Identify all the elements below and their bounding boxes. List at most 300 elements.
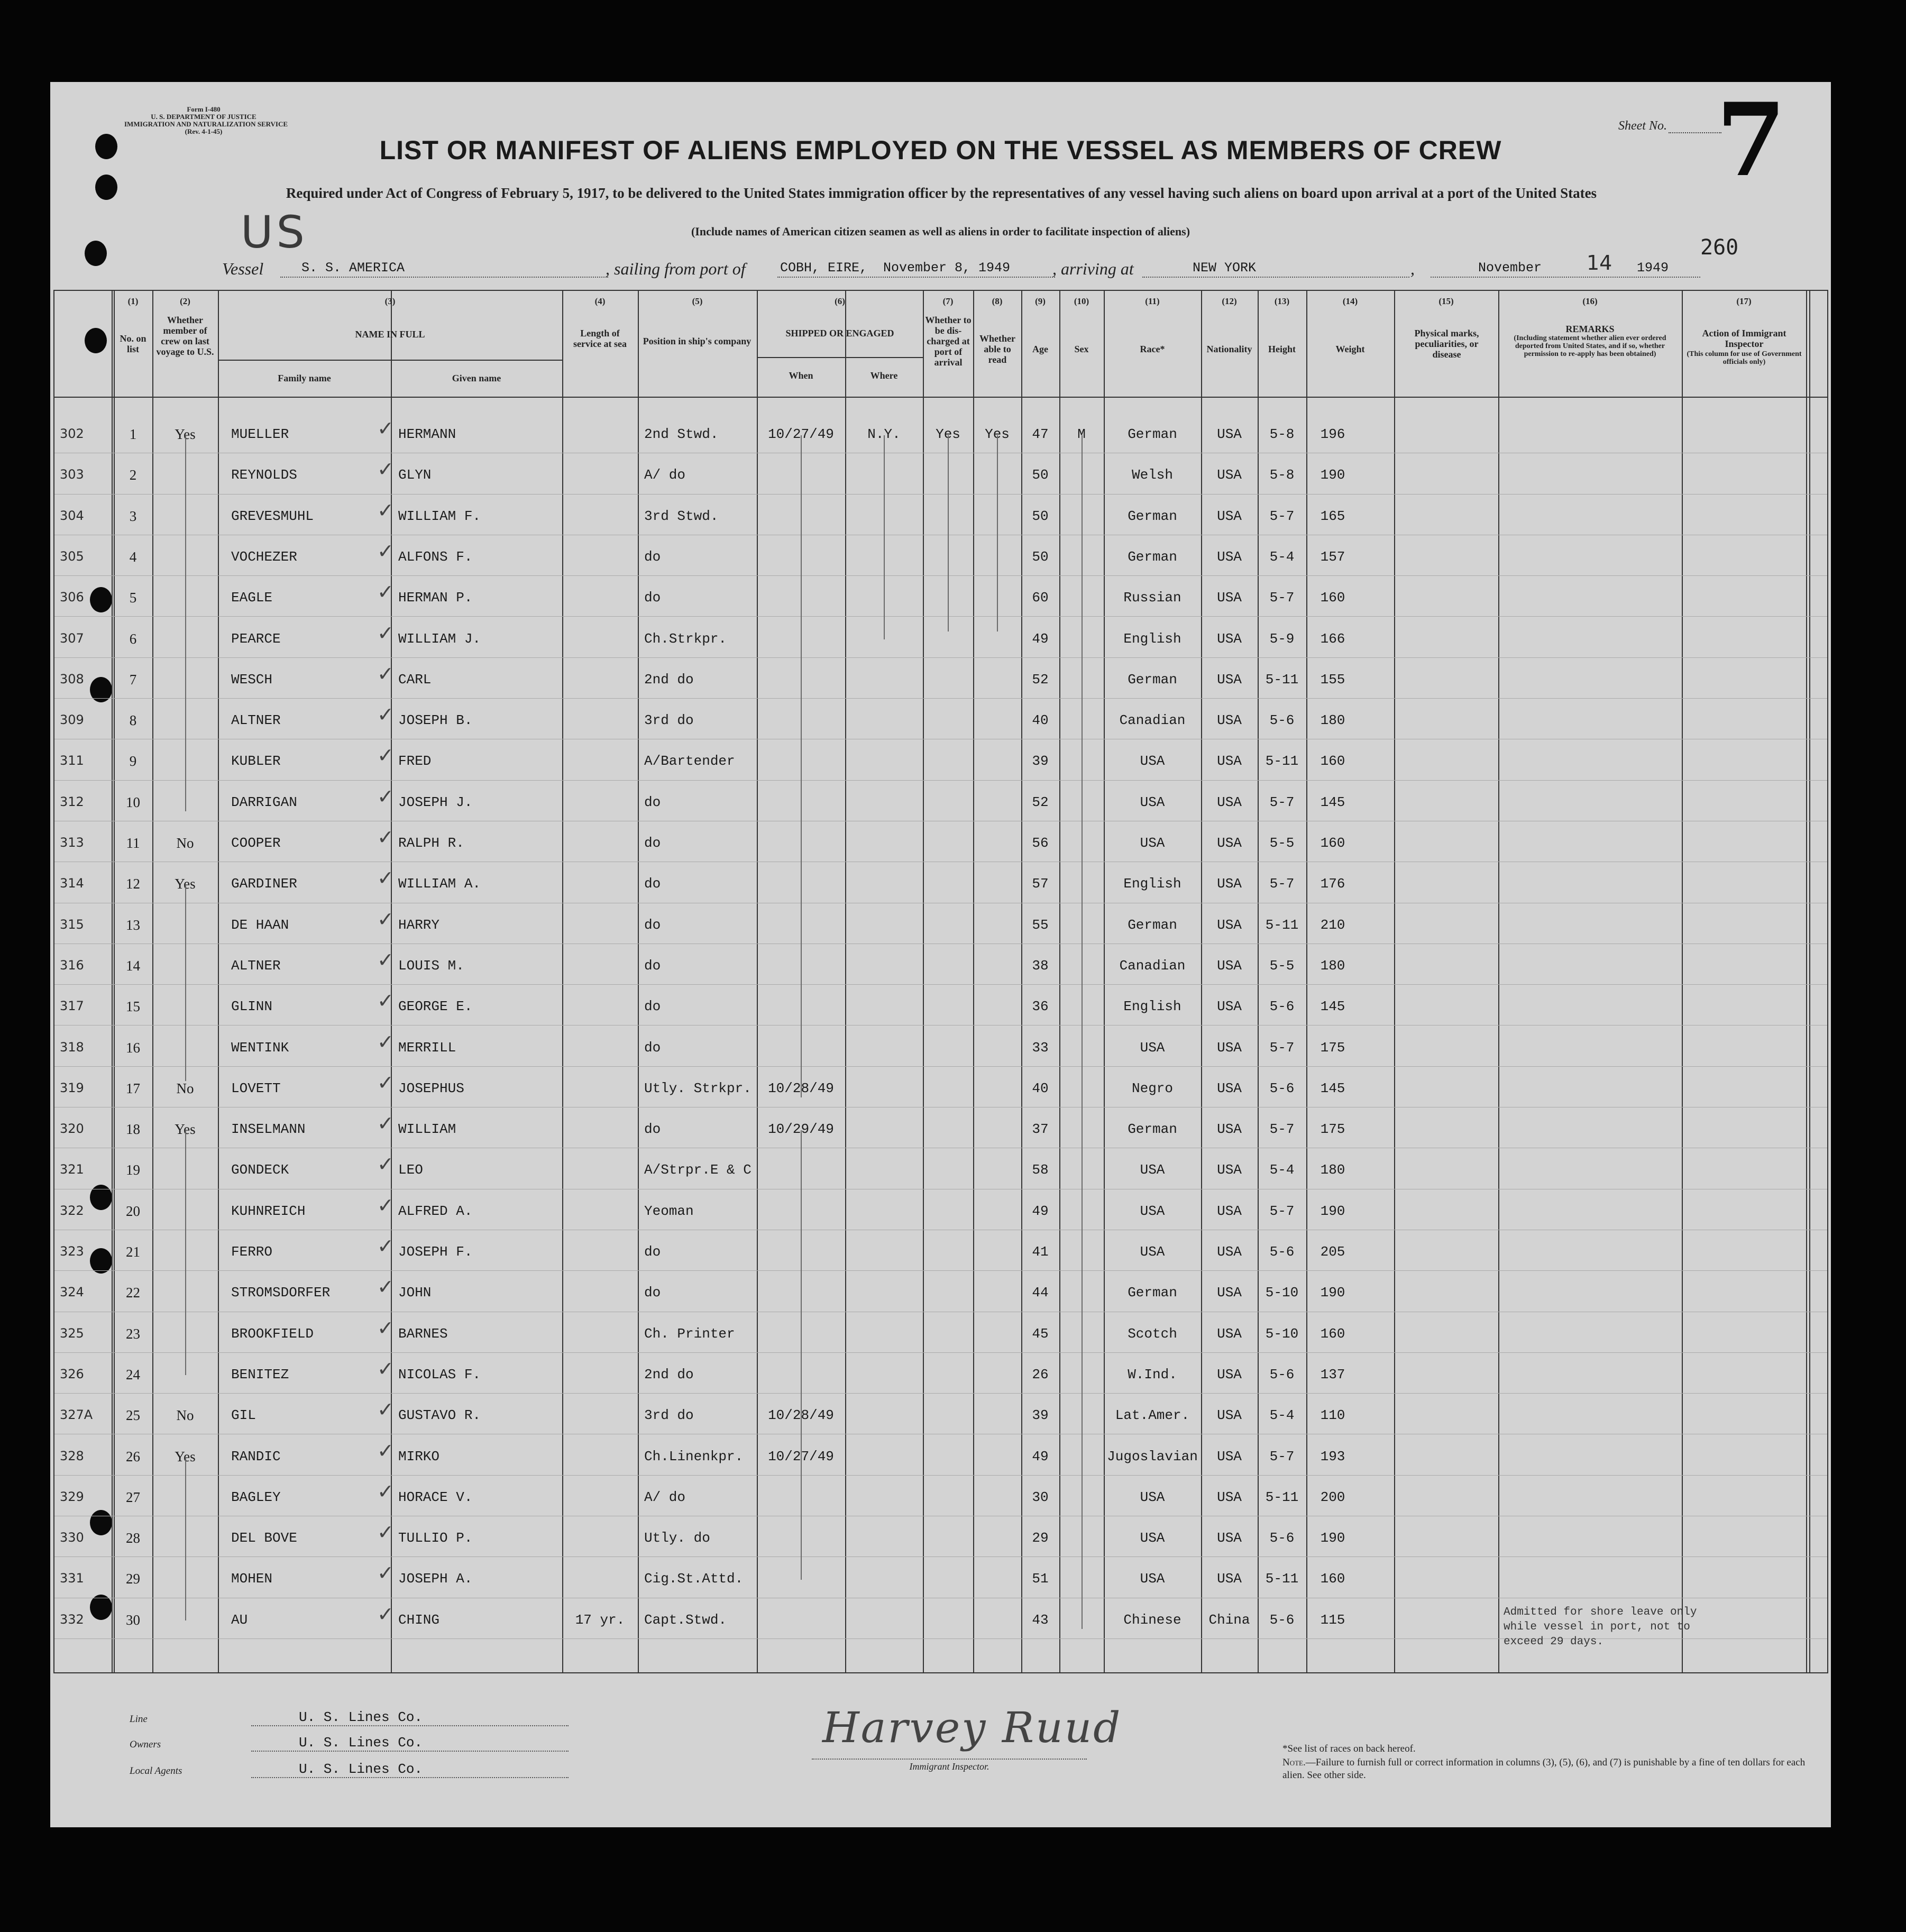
cell-race: English bbox=[1123, 999, 1181, 1015]
cell-family: DARRIGAN bbox=[231, 794, 297, 810]
cell-race: USA bbox=[1140, 1244, 1165, 1260]
cell-no: 26 bbox=[126, 1448, 140, 1464]
cell-weight: 145 bbox=[1320, 794, 1345, 810]
line-label: Line bbox=[130, 1714, 148, 1725]
cell-given: WILLIAM J. bbox=[398, 630, 481, 647]
margin-number: 312 bbox=[60, 794, 84, 809]
cell-age: 39 bbox=[1032, 1407, 1049, 1424]
cell-given: HERMANN bbox=[398, 426, 456, 442]
checkmark-icon: ✓ bbox=[377, 1602, 394, 1626]
cell-height: 5-6 bbox=[1269, 1244, 1295, 1260]
col-number-13: (13) bbox=[1274, 296, 1290, 306]
checkmark-icon: ✓ bbox=[377, 907, 394, 931]
cell-family: WENTINK bbox=[231, 1039, 289, 1056]
cell-last: Yes bbox=[175, 426, 196, 442]
cell-given: TULLIO P. bbox=[398, 1530, 473, 1546]
table-row bbox=[54, 1271, 1827, 1312]
checkmark-icon: ✓ bbox=[377, 744, 394, 767]
col-shipped-where: Where bbox=[870, 370, 898, 381]
margin-number: 323 bbox=[60, 1244, 84, 1259]
cell-nationality: USA bbox=[1217, 794, 1242, 810]
cell-weight: 160 bbox=[1320, 1325, 1345, 1342]
margin-number: 322 bbox=[60, 1203, 84, 1218]
cell-age: 55 bbox=[1032, 917, 1049, 933]
cell-family: REYNOLDS bbox=[231, 467, 297, 483]
cell-no: 10 bbox=[126, 794, 140, 810]
ditto-mark bbox=[1082, 435, 1083, 1629]
vessel-name: S. S. AMERICA bbox=[301, 260, 405, 276]
arriving-port: NEW YORK bbox=[1193, 260, 1257, 276]
races-note: *See list of races on back hereof. bbox=[1282, 1743, 1416, 1754]
cell-no: 1 bbox=[129, 426, 137, 442]
cell-given: RALPH R. bbox=[398, 835, 464, 851]
cell-nationality: USA bbox=[1217, 467, 1242, 483]
cell-family: MOHEN bbox=[231, 1571, 273, 1587]
cell-position: 3rd do bbox=[644, 712, 694, 729]
cell-no: 19 bbox=[126, 1162, 140, 1178]
cell-no: 13 bbox=[126, 917, 140, 933]
col-number-7: (7) bbox=[942, 296, 954, 306]
cell-nationality: USA bbox=[1217, 1571, 1242, 1587]
cell-race: Jugoslavian bbox=[1107, 1448, 1198, 1464]
cell-given: FRED bbox=[398, 753, 432, 770]
cell-position: do bbox=[644, 835, 661, 851]
margin-number: 316 bbox=[60, 957, 84, 973]
cell-age: 50 bbox=[1032, 548, 1049, 565]
cell-nationality: USA bbox=[1217, 1366, 1242, 1382]
sailing-line bbox=[777, 277, 1055, 278]
cell-race: Canadian bbox=[1119, 957, 1186, 974]
cell-weight: 200 bbox=[1320, 1489, 1345, 1505]
ditto-mark bbox=[185, 1457, 186, 1620]
col-number-17: (17) bbox=[1736, 296, 1752, 306]
ditto-mark bbox=[801, 1130, 802, 1457]
cell-height: 5-9 bbox=[1269, 630, 1295, 647]
checkmark-icon: ✓ bbox=[377, 1152, 394, 1176]
col-service-length: Length of service at sea bbox=[573, 328, 627, 349]
sheet-number-label: Sheet No. bbox=[1618, 119, 1667, 133]
sailing-date: November 8, 1949 bbox=[883, 260, 1011, 276]
cell-last: Yes bbox=[175, 876, 196, 892]
service-name: IMMIGRATION AND NATURALIZATION SERVICE bbox=[124, 120, 288, 128]
checkmark-icon: ✓ bbox=[377, 580, 394, 604]
cell-family: GONDECK bbox=[231, 1162, 289, 1178]
table-row bbox=[54, 495, 1827, 535]
cell-height: 5-7 bbox=[1269, 1448, 1295, 1464]
cell-given: GUSTAVO R. bbox=[398, 1407, 481, 1424]
cell-age: 51 bbox=[1032, 1571, 1049, 1587]
cell-weight: 110 bbox=[1320, 1407, 1345, 1424]
cell-age: 52 bbox=[1032, 794, 1049, 810]
cell-family: BAGLEY bbox=[231, 1489, 281, 1505]
cell-height: 5-11 bbox=[1265, 917, 1299, 933]
inclusion-note: (Include names of American citizen seamen as well as aliens in order to facilitate inspection of aliens) bbox=[691, 225, 1190, 238]
cell-given: WILLIAM A. bbox=[398, 876, 481, 892]
cell-position: 2nd do bbox=[644, 671, 694, 688]
checkmark-icon: ✓ bbox=[377, 662, 394, 685]
cell-nationality: USA bbox=[1217, 1039, 1242, 1056]
margin-number: 306 bbox=[60, 590, 84, 605]
cell-when: 10/28/49 bbox=[768, 1080, 834, 1096]
cell-weight: 175 bbox=[1320, 1039, 1345, 1056]
cell-position: A/ do bbox=[644, 1489, 686, 1505]
col-shipped-engaged: SHIPPED OR ENGAGED bbox=[785, 328, 894, 338]
cell-race: Russian bbox=[1123, 590, 1181, 606]
cell-weight: 210 bbox=[1320, 917, 1345, 933]
col-shipped-when: When bbox=[789, 370, 813, 381]
cell-family: FERRO bbox=[231, 1244, 273, 1260]
cell-age: 49 bbox=[1032, 1203, 1049, 1219]
cell-nationality: USA bbox=[1217, 1325, 1242, 1342]
cell-nationality: USA bbox=[1217, 1407, 1242, 1424]
col-discharged: Whether to be dis-charged at port of arrival bbox=[925, 315, 972, 368]
cell-no: 9 bbox=[129, 753, 137, 770]
cell-family: WESCH bbox=[231, 671, 273, 688]
cell-given: MIRKO bbox=[398, 1448, 440, 1464]
cell-family: GREVESMUHL bbox=[231, 508, 314, 524]
cell-no: 29 bbox=[126, 1571, 140, 1587]
cell-no: 28 bbox=[126, 1530, 140, 1546]
cell-nationality: USA bbox=[1217, 1080, 1242, 1096]
arrival-year: 1949 bbox=[1637, 260, 1669, 276]
ditto-mark bbox=[185, 885, 186, 1081]
cell-race: Negro bbox=[1131, 1080, 1173, 1096]
cell-age: 36 bbox=[1032, 999, 1049, 1015]
cell-family: GIL bbox=[231, 1407, 256, 1424]
cell-race: Canadian bbox=[1119, 712, 1186, 729]
col-remarks-note: (Including statement whether alien ever ordered deported from United States, and if so, whether permission to re-apply has been obtained) bbox=[1514, 334, 1666, 358]
col-number-6: (6) bbox=[835, 296, 845, 306]
table-row bbox=[54, 1067, 1827, 1107]
cell-height: 5-11 bbox=[1265, 1571, 1299, 1587]
margin-number: 330 bbox=[60, 1530, 84, 1545]
cell-given: CHING bbox=[398, 1611, 440, 1628]
cell-no: 5 bbox=[129, 590, 137, 606]
cell-age: 50 bbox=[1032, 508, 1049, 524]
cell-height: 5-10 bbox=[1265, 1325, 1299, 1342]
cell-no: 12 bbox=[126, 876, 140, 892]
arrival-day: 14 bbox=[1587, 251, 1612, 274]
cell-nationality: USA bbox=[1217, 1530, 1242, 1546]
cell-family: BENITEZ bbox=[231, 1366, 289, 1382]
department-name: U. S. DEPARTMENT OF JUSTICE bbox=[151, 113, 256, 121]
checkmark-icon: ✓ bbox=[377, 1316, 394, 1340]
cell-race: English bbox=[1123, 876, 1181, 892]
checkmark-icon: ✓ bbox=[377, 1030, 394, 1054]
cell-nationality: USA bbox=[1217, 508, 1242, 524]
cell-race: German bbox=[1128, 508, 1177, 524]
cell-position: do bbox=[644, 1285, 661, 1301]
form-number: Form I-480 bbox=[187, 105, 221, 113]
cell-height: 5-10 bbox=[1265, 1285, 1299, 1301]
col-inspector-action: Action of Immigrant Inspector bbox=[1702, 328, 1786, 349]
cell-no: 4 bbox=[129, 548, 137, 565]
cell-weight: 145 bbox=[1320, 999, 1345, 1015]
margin-number: 304 bbox=[60, 508, 84, 523]
col-number-11: (11) bbox=[1145, 296, 1160, 306]
cell-position: do bbox=[644, 999, 661, 1015]
table-row bbox=[54, 1026, 1827, 1067]
col-number-16: (16) bbox=[1582, 296, 1598, 306]
punch-hole bbox=[95, 175, 117, 200]
cell-given: ALFRED A. bbox=[398, 1203, 473, 1219]
table-row bbox=[54, 1230, 1827, 1271]
table-row bbox=[54, 1435, 1827, 1476]
cell-given: JOSEPH A. bbox=[398, 1571, 473, 1587]
col-number-12: (12) bbox=[1222, 296, 1237, 306]
cell-age: 41 bbox=[1032, 1244, 1049, 1260]
cell-height: 5-7 bbox=[1269, 794, 1295, 810]
checkmark-icon: ✓ bbox=[377, 539, 394, 563]
margin-number: 305 bbox=[60, 548, 84, 564]
col-remarks: REMARKS bbox=[1565, 324, 1615, 334]
cell-age: 57 bbox=[1032, 876, 1049, 892]
remark-shore-leave: Admitted for shore leave only while vessel in port, not to exceed 29 days. bbox=[1504, 1606, 1697, 1648]
cell-given: JOSEPH B. bbox=[398, 712, 473, 729]
cell-last: Yes bbox=[175, 1121, 196, 1138]
cell-family: AU bbox=[231, 1611, 248, 1628]
col-number-14: (14) bbox=[1342, 296, 1358, 306]
cell-position: do bbox=[644, 1244, 661, 1260]
sheet-number: 7 bbox=[1716, 81, 1786, 199]
cell-nationality: USA bbox=[1217, 671, 1242, 688]
cell-no: 22 bbox=[126, 1285, 140, 1301]
margin-number: 309 bbox=[60, 712, 84, 728]
arrival-date-line bbox=[1431, 277, 1700, 278]
cell-age: 30 bbox=[1032, 1489, 1049, 1505]
cell-race: USA bbox=[1140, 1039, 1165, 1056]
col-number-4: (4) bbox=[594, 296, 606, 306]
cell-nationality: USA bbox=[1217, 1448, 1242, 1464]
cell-family: ALTNER bbox=[231, 957, 281, 974]
cell-weight: 196 bbox=[1320, 426, 1345, 442]
cell-position: do bbox=[644, 876, 661, 892]
checkmark-icon: ✓ bbox=[377, 866, 394, 890]
sailing-label: , sailing from port of bbox=[606, 259, 746, 278]
cell-age: 44 bbox=[1032, 1285, 1049, 1301]
col-number-1: (1) bbox=[127, 296, 139, 306]
table-row bbox=[54, 944, 1827, 985]
checkmark-icon: ✓ bbox=[377, 1561, 394, 1585]
cell-position: do bbox=[644, 794, 661, 810]
cell-height: 5-8 bbox=[1269, 467, 1295, 483]
note-text: —Failure to furnish full or correct information in columns (3), (5), (6), and (7) is punishable by a fine of ten dollars for each alien. See other side. bbox=[1282, 1757, 1806, 1781]
cell-given: GEORGE E. bbox=[398, 999, 473, 1015]
cell-race: USA bbox=[1140, 794, 1165, 810]
cell-given: HERMAN P. bbox=[398, 590, 473, 606]
cell-nationality: USA bbox=[1217, 1121, 1242, 1138]
cell-weight: 160 bbox=[1320, 835, 1345, 851]
table-row bbox=[54, 1107, 1827, 1148]
margin-number: 302 bbox=[60, 426, 84, 441]
checkmark-icon: ✓ bbox=[377, 1193, 394, 1217]
cell-given: MERRILL bbox=[398, 1039, 456, 1056]
cell-age: 40 bbox=[1032, 1080, 1049, 1096]
form-identifier bbox=[124, 105, 288, 135]
cell-race: Chinese bbox=[1123, 1611, 1181, 1628]
cell-given: LEO bbox=[398, 1162, 423, 1178]
cell-race: German bbox=[1128, 1121, 1177, 1138]
cell-race: USA bbox=[1140, 1530, 1165, 1546]
cell-last: No bbox=[176, 1407, 194, 1424]
cell-weight: 190 bbox=[1320, 467, 1345, 483]
cell-nationality: USA bbox=[1217, 712, 1242, 729]
arrival-month: November bbox=[1478, 260, 1542, 276]
cell-family: VOCHEZER bbox=[231, 548, 297, 565]
col-number-9: (9) bbox=[1035, 296, 1046, 306]
cell-age: 37 bbox=[1032, 1121, 1049, 1138]
cell-race: Welsh bbox=[1131, 467, 1173, 483]
cell-race: USA bbox=[1140, 835, 1165, 851]
cell-weight: 166 bbox=[1320, 630, 1345, 647]
vessel-label: Vessel bbox=[222, 259, 264, 278]
table-row bbox=[54, 1394, 1827, 1434]
cell-nationality: China bbox=[1208, 1611, 1250, 1628]
cell-no: 16 bbox=[126, 1039, 140, 1056]
checkmark-icon: ✓ bbox=[377, 1357, 394, 1380]
cell-position: 2nd do bbox=[644, 1366, 694, 1382]
cell-position: do bbox=[644, 1121, 661, 1138]
cell-last: No bbox=[176, 1080, 194, 1096]
cell-given: JOHN bbox=[398, 1285, 432, 1301]
cell-family: ALTNER bbox=[231, 712, 281, 729]
cell-no: 11 bbox=[126, 835, 140, 851]
col-race: Race* bbox=[1140, 344, 1165, 354]
margin-number: 320 bbox=[60, 1121, 84, 1137]
ditto-mark bbox=[185, 435, 186, 811]
table-row bbox=[54, 413, 1827, 453]
cell-no: 8 bbox=[129, 712, 137, 729]
punch-hole bbox=[85, 241, 107, 266]
margin-number: 314 bbox=[60, 876, 84, 891]
margin-number: 311 bbox=[60, 753, 84, 768]
cell-position: do bbox=[644, 917, 661, 933]
cell-position: 3rd Stwd. bbox=[644, 508, 719, 524]
checkmark-icon: ✓ bbox=[377, 1070, 394, 1094]
cell-position: Yeoman bbox=[644, 1203, 694, 1219]
cell-nationality: USA bbox=[1217, 590, 1242, 606]
cell-nationality: USA bbox=[1217, 426, 1242, 442]
cell-position: Ch.Linenkpr. bbox=[644, 1448, 744, 1464]
cell-race: German bbox=[1128, 917, 1177, 933]
table-row bbox=[54, 1557, 1827, 1598]
col-sex: Sex bbox=[1074, 344, 1089, 354]
cell-age: 38 bbox=[1032, 957, 1049, 974]
crew-table bbox=[53, 290, 1828, 1673]
cell-given: JOSEPHUS bbox=[398, 1080, 464, 1096]
cell-weight: 160 bbox=[1320, 590, 1345, 606]
line-value: U. S. Lines Co. bbox=[251, 1709, 569, 1726]
col-given-name: Given name bbox=[452, 373, 501, 383]
cell-read: Yes bbox=[985, 426, 1010, 442]
form-revision: (Rev. 4-1-45) bbox=[185, 127, 223, 135]
cell-no: 15 bbox=[126, 999, 140, 1015]
cell-family: BROOKFIELD bbox=[231, 1325, 314, 1342]
cell-last: No bbox=[176, 835, 194, 851]
cell-no: 21 bbox=[126, 1244, 140, 1260]
cell-race: Scotch bbox=[1128, 1325, 1177, 1342]
cell-position: 3rd do bbox=[644, 1407, 694, 1424]
cell-no: 17 bbox=[126, 1080, 140, 1096]
ditto-mark bbox=[997, 435, 998, 631]
table-row bbox=[54, 535, 1827, 576]
col-family-name: Family name bbox=[278, 373, 331, 383]
cell-position: A/Bartender bbox=[644, 753, 735, 770]
table-row bbox=[54, 985, 1827, 1025]
table-row bbox=[54, 1189, 1827, 1230]
cell-given: GLYN bbox=[398, 467, 432, 483]
cell-weight: 190 bbox=[1320, 1203, 1345, 1219]
cell-height: 5-11 bbox=[1265, 753, 1299, 770]
vessel-line bbox=[280, 277, 608, 278]
cell-family: KUBLER bbox=[231, 753, 281, 770]
cell-no: 20 bbox=[126, 1203, 140, 1219]
margin-number: 303 bbox=[60, 467, 84, 482]
cell-given: HORACE V. bbox=[398, 1489, 473, 1505]
col-number-5: (5) bbox=[692, 296, 703, 306]
arriving-label: , arriving at bbox=[1052, 259, 1134, 278]
checkmark-icon: ✓ bbox=[377, 417, 394, 440]
shipped-subrule bbox=[757, 357, 923, 358]
requirement-text: Required under Act of Congress of February 5, 1917, to be delivered to the United States immigration officer by the representatives of any vessel having such aliens on board upon arrival at a port of the United States bbox=[286, 185, 1597, 201]
cell-weight: 180 bbox=[1320, 1162, 1345, 1178]
cell-nationality: USA bbox=[1217, 548, 1242, 565]
cell-given: NICOLAS F. bbox=[398, 1366, 481, 1382]
cell-position: do bbox=[644, 590, 661, 606]
cell-weight: 115 bbox=[1320, 1611, 1345, 1628]
cell-age: 33 bbox=[1032, 1039, 1049, 1056]
checkmark-icon: ✓ bbox=[377, 1234, 394, 1258]
col-number-8: (8) bbox=[992, 296, 1003, 306]
col-name-in-full: NAME IN FULL bbox=[355, 329, 425, 340]
cell-last: Yes bbox=[175, 1448, 196, 1464]
cell-no: 6 bbox=[129, 630, 137, 647]
table-row bbox=[54, 1148, 1827, 1189]
inspector-signature: Harvey Ruud bbox=[822, 1703, 1122, 1752]
cell-when: 10/27/49 bbox=[768, 426, 834, 442]
checkmark-icon: ✓ bbox=[377, 457, 394, 481]
cell-race: USA bbox=[1140, 753, 1165, 770]
checkmark-icon: ✓ bbox=[377, 826, 394, 849]
cell-weight: 145 bbox=[1320, 1080, 1345, 1096]
cell-race: German bbox=[1128, 548, 1177, 565]
cell-nationality: USA bbox=[1217, 917, 1242, 933]
cell-height: 5-6 bbox=[1269, 1080, 1295, 1096]
cell-height: 5-6 bbox=[1269, 712, 1295, 729]
col-number-2: (2) bbox=[180, 296, 190, 306]
cell-family: GLINN bbox=[231, 999, 273, 1015]
col-inspector-note: (This column for use of Government officials only) bbox=[1687, 350, 1802, 366]
checkmark-icon: ✓ bbox=[377, 621, 394, 645]
cell-when: 10/29/49 bbox=[768, 1121, 834, 1138]
cell-family: GARDINER bbox=[231, 876, 297, 892]
cell-age: 56 bbox=[1032, 835, 1049, 851]
table-row bbox=[54, 1312, 1827, 1353]
margin-number: 321 bbox=[60, 1162, 84, 1177]
cell-nationality: USA bbox=[1217, 835, 1242, 851]
cell-age: 43 bbox=[1032, 1611, 1049, 1628]
cell-nationality: USA bbox=[1217, 957, 1242, 974]
col-list-number: No. on list bbox=[120, 333, 146, 354]
cell-weight: 137 bbox=[1320, 1366, 1345, 1382]
table-row bbox=[54, 576, 1827, 617]
cell-nationality: USA bbox=[1217, 753, 1242, 770]
cell-weight: 205 bbox=[1320, 1244, 1345, 1260]
cell-no: 3 bbox=[129, 508, 137, 524]
cell-nationality: USA bbox=[1217, 1489, 1242, 1505]
cell-no: 23 bbox=[126, 1325, 140, 1342]
cell-height: 5-11 bbox=[1265, 1489, 1299, 1505]
